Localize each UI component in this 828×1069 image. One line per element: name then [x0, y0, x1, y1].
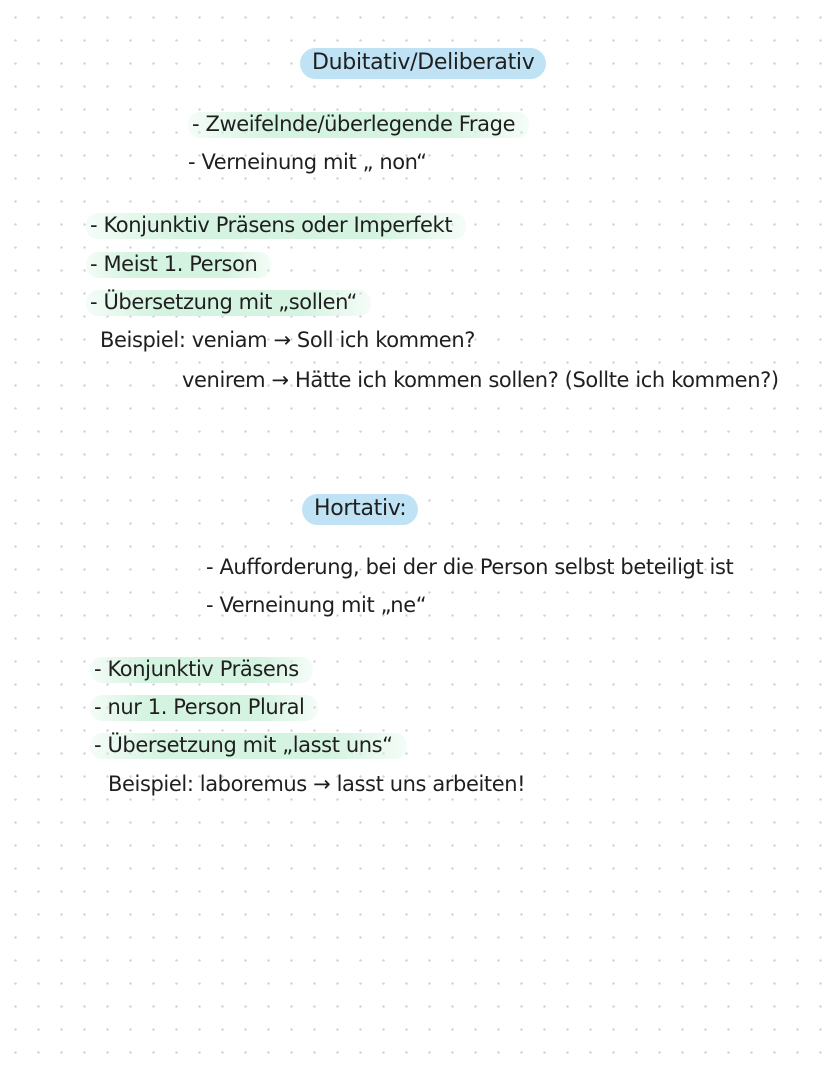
dubitativ-example-1: Beispiel: veniam → Soll ich kommen? [100, 328, 475, 352]
section-title-text: Hortativ: [302, 494, 418, 525]
dubitativ-line-1: - Konjunktiv Präsens oder Imperfekt [86, 211, 466, 239]
dubitativ-line-3: - Übersetzung mit „sollen“ [86, 288, 371, 316]
dubitativ-subline-1: - Zweifelnde/überlegende Frage [188, 110, 529, 138]
hortativ-example: Beispiel: laboremus → lasst uns arbeiten! [108, 772, 526, 796]
hortativ-line-1: - Konjunktiv Präsens [90, 655, 313, 683]
section-title-dubitativ [300, 48, 546, 78]
dubitativ-example-2: venirem → Hätte ich kommen sollen? (Sollte ich kommen?) [182, 368, 779, 392]
section-title-hortativ [302, 494, 418, 524]
hortativ-subline-2: - Verneinung mit „ne“ [206, 593, 427, 617]
hortativ-line-2: - nur 1. Person Plural [90, 693, 318, 721]
dubitativ-subline-2: - Verneinung mit „ non“ [188, 150, 427, 174]
dubitativ-line-2: - Meist 1. Person [86, 250, 271, 278]
hortativ-subline-1: - Aufforderung, bei der die Person selbst beteiligt ist [206, 555, 734, 579]
section-title-text: Dubitativ/Deliberativ [300, 48, 546, 79]
hortativ-line-3: - Übersetzung mit „lasst uns“ [90, 731, 407, 759]
